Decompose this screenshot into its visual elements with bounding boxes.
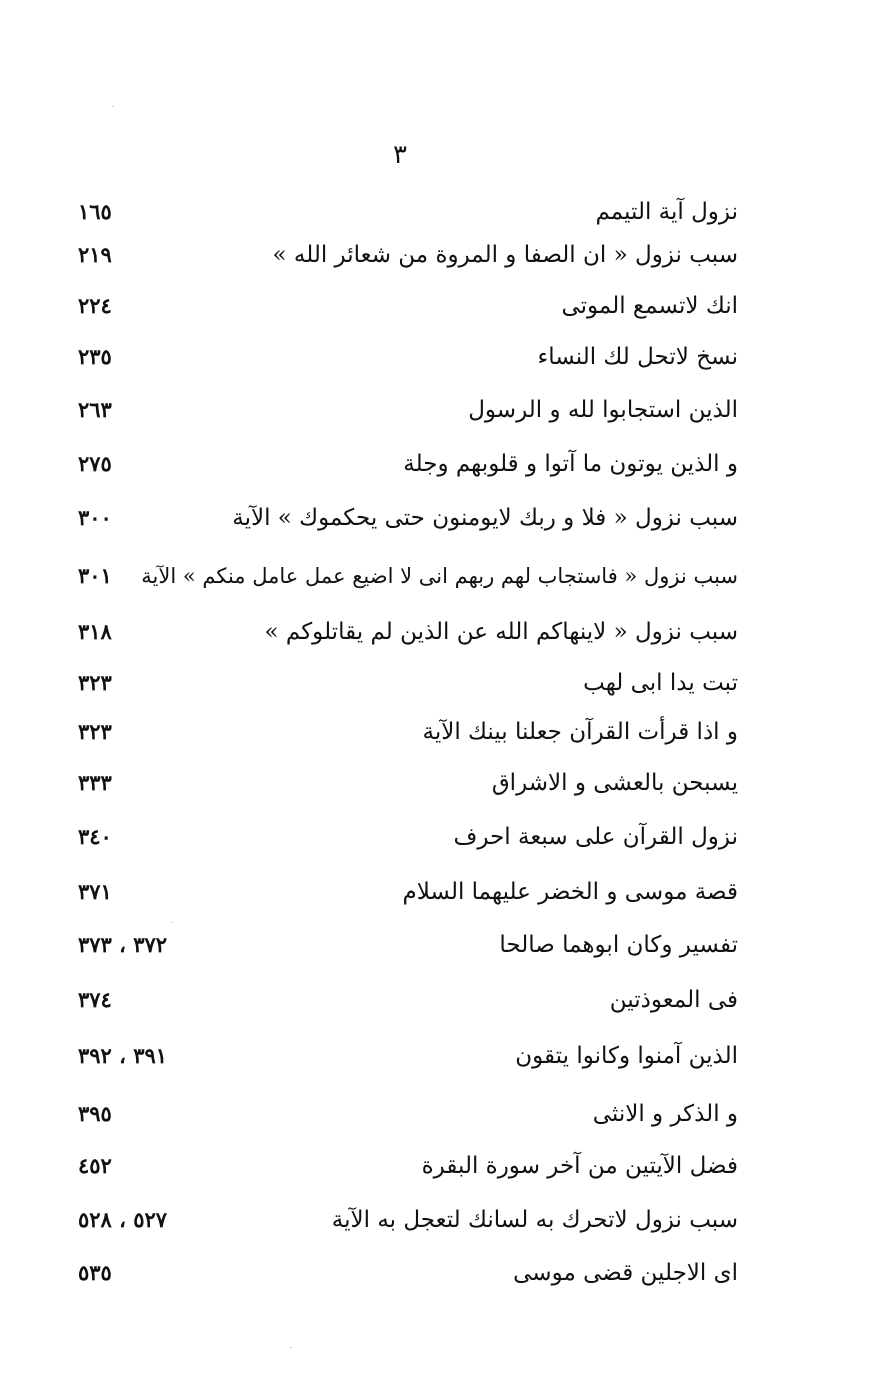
page-number: ٣ (393, 140, 407, 170)
entry-pages: ٣٧١ (78, 879, 112, 904)
entry-pages: ٣٢٣ (78, 719, 112, 744)
entry-title: الذين استجابوا لله و الرسول (468, 397, 738, 423)
index-entry (78, 612, 738, 652)
entry-title: فى المعوذتين (609, 987, 738, 1013)
entry-pages: ١٦٥ (78, 199, 112, 224)
entry-title: و الذكر و الانثى (592, 1101, 738, 1127)
entry-title: فضل الآيتين من آخر سورة البقرة (421, 1153, 738, 1179)
index-entry (78, 1200, 738, 1240)
entry-pages: ٣٠٠ (78, 505, 112, 530)
entry-pages: ٢٦٣ (78, 397, 112, 422)
entry-title: انك لاتسمع الموتى (561, 293, 738, 319)
index-entry (78, 872, 738, 912)
index-entry (78, 1146, 738, 1186)
index-entry (78, 286, 738, 326)
entry-title: نزول القرآن على سبعة احرف (453, 824, 738, 850)
entry-title: و الذين يوتون ما آتوا و قلوبهم وجلة (403, 451, 738, 477)
entry-pages: ٥٣٥ (78, 1260, 112, 1285)
entry-pages: ٣٧٢ ، ٣٧٣ (78, 932, 168, 957)
index-entry (78, 817, 738, 857)
index-entry (78, 980, 738, 1020)
index-entry (78, 1094, 738, 1134)
entry-title: سبب نزول « لاينهاكم الله عن الذين لم يقاتلوكم » (264, 619, 738, 645)
entry-title: و اذا قرأت القرآن جعلنا بينك الآية (422, 719, 738, 745)
index-entry (78, 712, 738, 752)
scan-speck (112, 106, 114, 107)
index-entry (78, 1036, 738, 1076)
entry-title: سبب نزول لاتحرك به لسانك لتعجل به الآية (331, 1207, 738, 1233)
entry-pages: ٣٤٠ (78, 824, 112, 849)
entry-pages: ٣٣٣ (78, 770, 112, 795)
index-entry (78, 556, 738, 596)
entry-title: سبب نزول « فاستجاب لهم ربهم انى لا اضيع عمل عامل منكم » الآية (141, 564, 738, 588)
index-entry (78, 1253, 738, 1293)
index-entry (78, 925, 738, 965)
entry-title: تبت يدا ابى لهب (583, 670, 738, 696)
entry-pages: ٣٩١ ، ٣٩٢ (78, 1043, 168, 1068)
entry-pages: ٥٢٧ ، ٥٢٨ (78, 1207, 168, 1232)
index-entry (78, 498, 738, 538)
entry-pages: ٢٣٥ (78, 344, 112, 369)
index-entry (78, 337, 738, 377)
index-entry (78, 763, 738, 803)
entry-pages: ٣٢٣ (78, 670, 112, 695)
entry-title: نسخ لاتحل لك النساء (537, 344, 738, 370)
entry-title: قصة موسى و الخضر عليهما السلام (402, 879, 738, 905)
index-entry (78, 390, 738, 430)
entry-pages: ٢١٩ (78, 242, 112, 267)
entry-pages: ٣٠١ (78, 563, 112, 588)
entry-pages: ٤٥٢ (78, 1153, 112, 1178)
index-entry (78, 444, 738, 484)
entry-title: اى الاجلين قضى موسى (513, 1260, 738, 1286)
entry-pages: ٣٩٥ (78, 1101, 112, 1126)
entry-title: نزول آية التيمم (595, 199, 738, 225)
entry-pages: ٣٧٤ (78, 987, 112, 1012)
scan-speck (290, 1347, 292, 1348)
entry-title: يسبحن بالعشى و الاشراق (491, 770, 738, 796)
entry-pages: ٢٢٤ (78, 293, 112, 318)
entry-title: الذين آمنوا وكانوا يتقون (515, 1043, 738, 1069)
entry-title: تفسير وكان ابوهما صالحا (499, 932, 738, 958)
entry-title: سبب نزول « ان الصفا و المروة من شعائر الله » (272, 242, 738, 268)
entry-title: سبب نزول « فلا و ربك لايومنون حتى يحكموك » الآية (232, 505, 738, 531)
index-entry (78, 663, 738, 703)
index-entry (78, 235, 738, 275)
entry-pages: ٢٧٥ (78, 451, 112, 476)
scan-speck (171, 922, 173, 923)
entry-pages: ٣١٨ (78, 619, 112, 644)
index-entry (78, 192, 738, 232)
